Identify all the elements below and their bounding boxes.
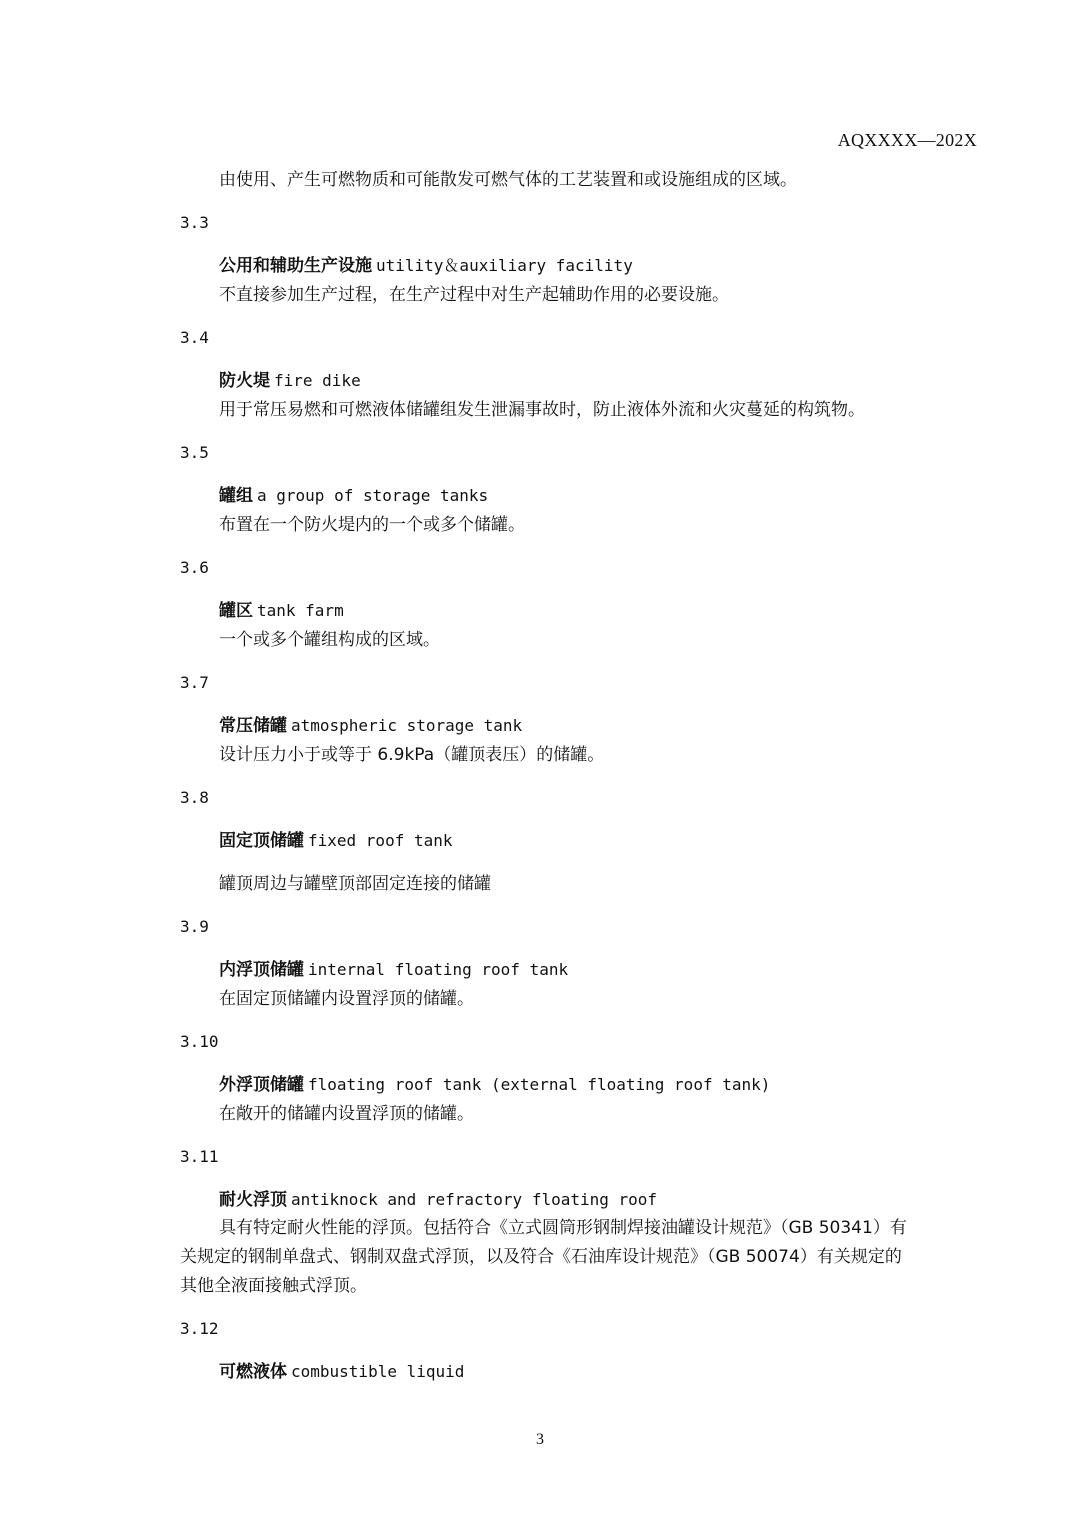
term-heading [219, 485, 488, 508]
term-chinese: 耐火浮顶 [219, 1190, 287, 1210]
term-number: 3.3 [180, 213, 209, 232]
term-heading [219, 1189, 657, 1212]
term-definition: 罐顶周边与罐壁顶部固定连接的储罐 [219, 874, 491, 894]
term-definition: 在敞开的储罐内设置浮顶的储罐。 [219, 1104, 474, 1124]
term-number: 3.12 [180, 1319, 219, 1338]
term-chinese: 公用和辅助生产设施 [219, 256, 372, 276]
term-definition: 在固定顶储罐内设置浮顶的储罐。 [219, 989, 474, 1009]
term-number: 3.9 [180, 917, 209, 936]
term-heading [219, 255, 633, 278]
term-number: 3.8 [180, 788, 209, 807]
term-heading [219, 600, 344, 623]
term-definition: 一个或多个罐组构成的区域。 [219, 630, 440, 650]
term-definition: 用于常压易燃和可燃液体储罐组发生泄漏事故时，防止液体外流和火灾蔓延的构筑物。 [219, 400, 865, 420]
term-english: antiknock and refractory floating roof [291, 1190, 658, 1209]
intro-definition: 由使用、产生可燃物质和可能散发可燃气体的工艺装置和或设施组成的区域。 [219, 170, 797, 190]
term-definition: 关规定的钢制单盘式、钢制双盘式浮顶，以及符合《石油库设计规范》（GB 50074）有关规定的 [180, 1247, 902, 1267]
term-english: fire dike [274, 371, 361, 390]
term-heading [219, 830, 453, 853]
term-heading [219, 715, 522, 738]
term-english: tank farm [257, 601, 344, 620]
term-definition: 其他全液面接触式浮顶。 [180, 1276, 367, 1296]
term-number: 3.10 [180, 1032, 219, 1051]
term-chinese: 外浮顶储罐 [219, 1075, 304, 1095]
term-definition: 不直接参加生产过程，在生产过程中对生产起辅助作用的必要设施。 [219, 285, 729, 305]
term-heading [219, 959, 568, 982]
term-chinese: 罐区 [219, 601, 253, 621]
page-number: 3 [536, 1431, 544, 1448]
term-english: floating roof tank (external floating roof tank) [308, 1075, 771, 1094]
document-code: AQXXXX—202X [837, 130, 977, 150]
term-number: 3.7 [180, 673, 209, 692]
term-english: a group of storage tanks [257, 486, 489, 505]
term-english: fixed roof tank [308, 831, 453, 850]
term-english: internal floating roof tank [308, 960, 569, 979]
term-definition: 设计压力小于或等于 6.9kPa（罐顶表压）的储罐。 [219, 745, 605, 765]
term-chinese: 罐组 [219, 486, 253, 506]
term-chinese: 内浮顶储罐 [219, 960, 304, 980]
term-heading [219, 1361, 464, 1384]
term-number: 3.4 [180, 328, 209, 347]
term-definition: 具有特定耐火性能的浮顶。包括符合《立式圆筒形钢制焊接油罐设计规范》（GB 50341）有 [219, 1218, 907, 1238]
term-number: 3.5 [180, 443, 209, 462]
term-number: 3.6 [180, 558, 209, 577]
term-english: combustible liquid [291, 1362, 465, 1381]
term-definition: 布置在一个防火堤内的一个或多个储罐。 [219, 515, 525, 535]
term-chinese: 可燃液体 [219, 1362, 287, 1382]
term-heading [219, 1074, 770, 1097]
term-heading [219, 370, 361, 393]
term-chinese: 防火堤 [219, 371, 270, 391]
term-english: atmospheric storage tank [291, 716, 523, 735]
term-number: 3.11 [180, 1147, 219, 1166]
term-chinese: 固定顶储罐 [219, 831, 304, 851]
term-english: utility＆auxiliary facility [376, 256, 633, 275]
term-chinese: 常压储罐 [219, 716, 287, 736]
